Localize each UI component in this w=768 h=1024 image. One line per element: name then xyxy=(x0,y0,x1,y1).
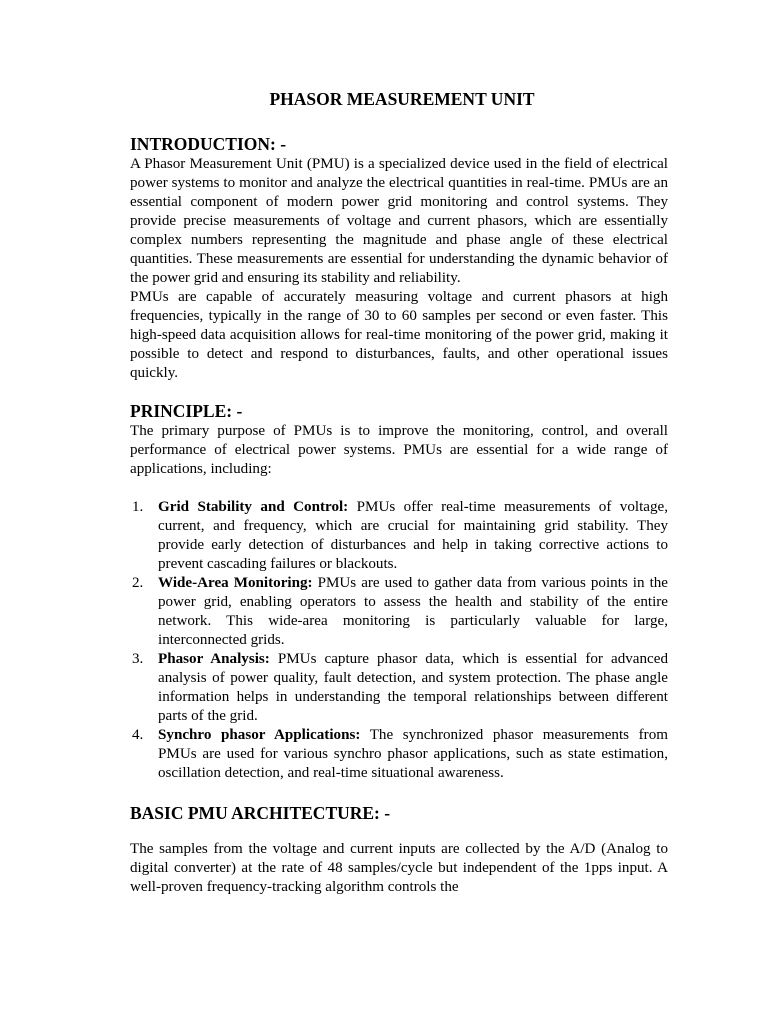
list-item-number: 1. xyxy=(132,499,144,515)
document-title: PHASOR MEASUREMENT UNIT xyxy=(269,89,535,109)
list-item-lead: Wide-Area Monitoring: xyxy=(158,575,313,591)
architecture-heading: BASIC PMU ARCHITECTURE: - xyxy=(130,803,391,823)
list-item xyxy=(130,726,668,783)
applications-list xyxy=(130,498,668,783)
introduction-heading: INTRODUCTION: - xyxy=(130,134,287,154)
list-item xyxy=(130,574,668,650)
principle-paragraph: The primary purpose of PMUs is to improve the monitoring, control, and overall performance of electrical power systems. PMUs are essential for a wide range of applications, including: xyxy=(130,423,668,477)
list-item xyxy=(130,498,668,574)
list-item-lead: Phasor Analysis: xyxy=(158,651,270,667)
principle-heading: PRINCIPLE: - xyxy=(130,401,243,421)
list-item-text: PMUs offer real-time measurements of voltage, current, and frequency, which are crucial for maintaining grid stability. They provide early detection of disturbances and help in taking corrective actions to prevent cascading failures or blackouts. xyxy=(158,499,668,572)
document-page xyxy=(130,88,668,897)
introduction-paragraph-2: PMUs are capable of accurately measuring voltage and current phasors at high frequencies, typically in the range of 30 to 60 samples per second or even faster. This high-speed data acquisition allows for real-time monitoring of the power grid, making it possible to detect and respond to disturbances, faults, and other operational issues quickly. xyxy=(130,289,668,381)
list-item-lead: Grid Stability and Control: xyxy=(158,499,349,515)
list-item xyxy=(130,650,668,726)
list-item-number: 3. xyxy=(132,651,144,667)
list-item-number: 4. xyxy=(132,727,144,743)
list-item-text: The synchronized phasor measurements from PMUs are used for various synchro phasor applications, such as state estimation, oscillation detection, and real-time situational awareness. xyxy=(158,727,668,781)
list-item-text: PMUs capture phasor data, which is essential for advanced analysis of power quality, fault detection, and system protection. The phase angle information helps in understanding the temporal relationships between different parts of the grid. xyxy=(158,651,668,724)
list-item-lead: Synchro phasor Applications: xyxy=(158,727,361,743)
architecture-paragraph: The samples from the voltage and current inputs are collected by the A/D (Analog to digital converter) at the rate of 48 samples/cycle but independent of the 1pps input. A well-proven frequency-tracking algorithm controls the xyxy=(130,841,668,895)
list-item-number: 2. xyxy=(132,575,144,591)
introduction-paragraph-1: A Phasor Measurement Unit (PMU) is a specialized device used in the field of electrical power systems to monitor and analyze the electrical quantities in real-time. PMUs are an essential component of modern power grid monitoring and control systems. They provide precise measurements of voltage and current phasors, which are essentially complex numbers representing the magnitude and phase angle of these electrical quantities. These measurements are essential for understanding the dynamic behavior of the power grid and ensuring its stability and reliability. xyxy=(130,156,668,286)
list-item-text: PMUs are used to gather data from various points in the power grid, enabling operators to assess the health and stability of the entire network. This wide-area monitoring is particularly valuable for large, interconnected grids. xyxy=(158,575,669,648)
